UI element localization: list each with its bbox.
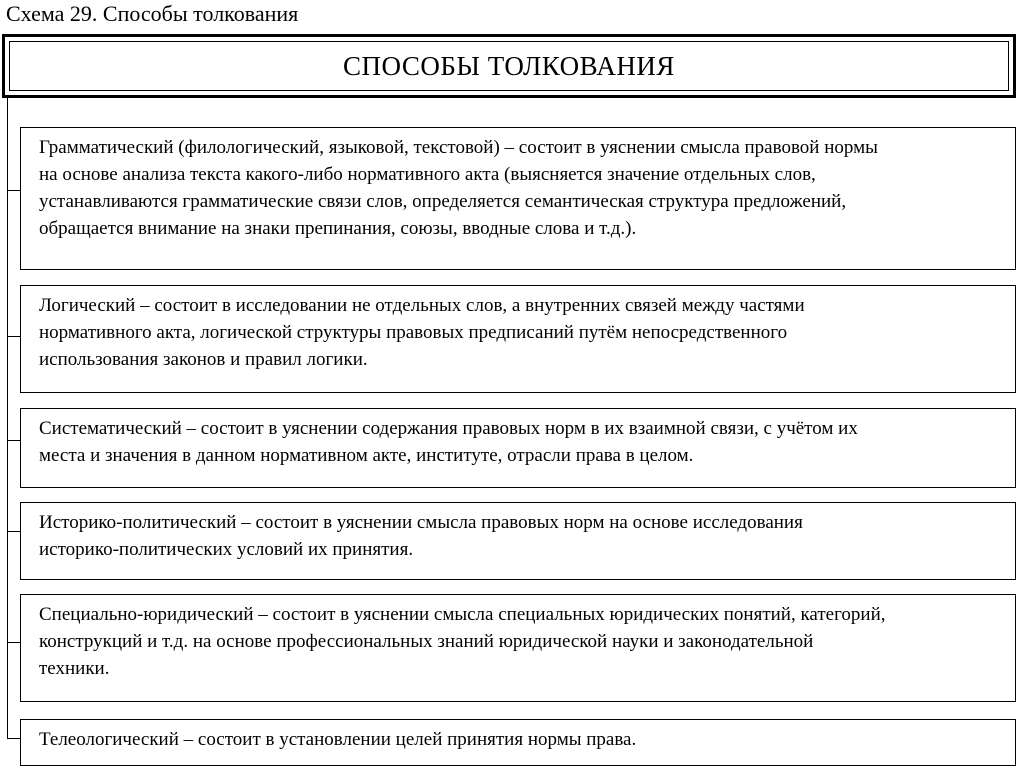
connector-branch-teleological: [7, 738, 20, 739]
header-box: [2, 34, 1016, 98]
method-line: нормативного акта, логической структуры правовых предписаний путём непосредственного: [39, 322, 788, 343]
connector-branch-special-legal: [7, 642, 20, 643]
method-line: историко-политических условий их принятия.: [39, 539, 414, 560]
method-line: на основе анализа текста какого-либо нормативного акта (выясняется значение отдельных слов,: [39, 164, 816, 185]
method-line: устанавливаются грамматические связи слов, определяется семантическая структура предложений,: [39, 191, 847, 212]
method-box-systematic: [20, 408, 1016, 488]
method-line: техники.: [39, 658, 110, 679]
method-line: места и значения в данном нормативном акте, институте, отрасли права в целом.: [39, 445, 694, 466]
connector-branch-logical: [7, 336, 20, 337]
connector-branch-historical: [7, 531, 20, 532]
method-box-teleological: [20, 719, 1016, 766]
method-line: Логический – состоит в исследовании не отдельных слов, а внутренних связей между частями: [39, 295, 805, 316]
connector-branch-grammatical: [7, 190, 20, 191]
method-line: Специально-юридический – состоит в уяснении смысла специальных юридических понятий, категорий,: [39, 604, 886, 625]
method-box-special-legal: [20, 594, 1016, 702]
method-line: конструкций и т.д. на основе профессиональных знаний юридической науки и законодательной: [39, 631, 814, 652]
method-line: Историко-политический – состоит в уяснении смысла правовых норм на основе исследования: [39, 512, 803, 533]
method-box-historical-political: [20, 502, 1016, 580]
method-line: обращается внимание на знаки препинания, союзы, вводные слова и т.д.).: [39, 218, 637, 239]
method-line: Телеологический – состоит в установлении целей принятия нормы права.: [39, 729, 637, 750]
method-line: Грамматический (филологический, языковой, текстовой) – состоит в уяснении смысла правовой нормы: [39, 137, 878, 158]
connector-branch-systematic: [7, 440, 20, 441]
diagram-caption: Схема 29. Способы толкования: [6, 1, 299, 26]
method-box-grammatical: [20, 127, 1016, 270]
method-line: использования законов и правил логики.: [39, 349, 368, 370]
method-box-logical: [20, 285, 1016, 393]
method-line: Систематический – состоит в уяснении содержания правовых норм в их взаимной связи, с учётом их: [39, 418, 858, 439]
header-title: СПОСОБЫ ТОЛКОВАНИЯ: [9, 41, 1009, 91]
